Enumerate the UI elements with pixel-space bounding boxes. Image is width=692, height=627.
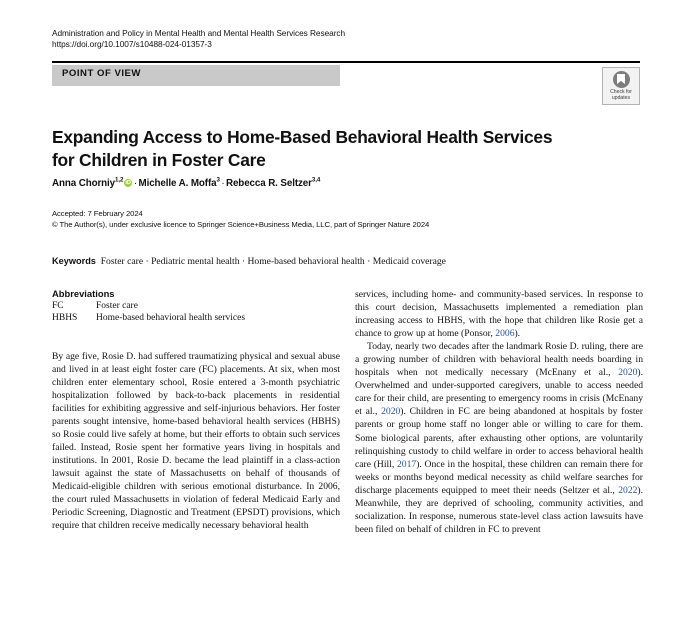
abbreviation-definition: Home-based behavioral health services [96,313,246,324]
abbreviation-row [52,312,340,324]
abbreviation-definition: Foster care [96,301,138,311]
citation-link[interactable]: 2022 [618,484,638,496]
copyright-line: © The Author(s), under exclusive licence to Springer Science+Business Media, LLC, part of Springer Nature 2024 [52,219,430,229]
paragraph-text: ). Overwhelmed and under-supported caregivers, unable to access needed care for their child, are presenting to emergency rooms in crisis (McEnany et al., [355,367,643,418]
journal-name: Administration and Policy in Mental Health and Mental Health Services Research [52,28,346,38]
publication-info [52,209,612,230]
author-affiliation-marker: 3 [216,176,220,184]
page-title: Expanding Access to Home-Based Behavioral Health Services for Children in Foster Care [52,126,553,171]
author-list [52,178,612,189]
keywords-line [52,255,642,268]
abbreviation-term: HBHS [52,313,78,324]
abbreviations-heading: Abbreviations [52,288,115,299]
citation-link[interactable]: 2020 [618,367,638,379]
crossmark-label-line2: updates [611,94,631,101]
author-affiliation-marker: 3,4 [311,176,321,184]
paragraph-text: ). Once in the hospital, these children can remain there for weeks or months beyond medical necessity as child welfare searches for discharge placements equipped to meet their needs (Seltzer et al., [355,458,643,496]
keywords-items: Foster care · Pediatric mental health · Home-based behavioral health · Medicaid coverage [100,256,446,267]
paragraph-text: ). [514,328,521,340]
author-affiliation-marker: 1,2 [115,176,124,184]
paragraph-text: Today, nearly two decades after the landmark Rosie D. ruling, there are a growing number of children with behavioral health needs boarding in hospitals when not medically necessary (McEnany et al., [355,341,643,379]
paragraph-text: ). Meanwhile, they are deprived of schooling, community activities, and socialization. In response, numerous state-level class action lawsuits have been filed on behalf of children in FC to prevent [355,484,643,535]
body-paragraph [355,340,643,536]
article-type-label: POINT OF VIEW [62,68,141,79]
orcid-icon[interactable] [124,179,133,188]
column-right [355,288,643,536]
citation-link[interactable]: 2020 [381,406,401,418]
crossmark-disc-icon [613,71,630,88]
crossmark-label-line1: Check for [610,88,632,95]
author-separator: · [221,178,225,189]
check-for-updates-badge[interactable] [602,67,640,105]
body-paragraph [355,288,643,340]
abbreviation-term: FC [52,301,64,311]
author-entry [139,178,220,189]
header-rule [52,61,640,63]
author-name: Anna Chorniy [52,178,116,189]
citation-link[interactable]: 2006 [495,328,515,340]
crossmark-label [610,89,632,101]
journal-header [52,28,612,51]
author-entry [52,178,132,189]
author-name: Rebecca R. Seltzer [225,178,312,189]
abbreviation-row [52,300,340,312]
paragraph-text: ). Children in FC are being abandoned at hospitals by foster parents or group home staff no longer able or willing to care for them. Some biological parents, after exhausting other options, are voluntarily relinquishing custody to child welfare in order to access behavioral health care (Hill, [355,406,643,470]
citation-link[interactable]: 2017 [397,458,417,470]
journal-doi[interactable]: https://doi.org/10.1007/s10488-024-01357-3 [52,39,212,50]
author-name: Michelle A. Moffa [138,178,217,189]
column-left [52,288,340,532]
accepted-date: Accepted: 7 February 2024 [52,209,143,218]
author-separator: · [133,178,138,189]
body-paragraph: By age five, Rosie D. had suffered traumatizing physical and sexual abuse and lived in at least eight foster care (FC) placements. At six, when most children enter elementary school, Rosie entered a 3-month psychiatric hospitalization followed by back-to-back placements in residential facilities for exhibiting aggressive and self-injurious behaviors. Her foster parents sought intensive, home-based behavioral health services (HBHS) so Rosie could live safely at home, but their efforts to obtain such services failed. Instead, Rosie spent her formative years living in hospitals and institutions. In 2001, Rosie D. became the lead plaintiff in a class-action lawsuit against the state of Massachusetts on behalf of thousands of Medicaid-eligible children with serious emotional disturbance. In 2006, the court ruled Massachusetts in violation of federal Medicaid Early and Periodic Screening, Diagnostic and Treatment (EPSDT) provisions, which require that children receive medically necessary behavioral health [52,350,340,532]
paragraph-text: services, including home- and community-based services. In response to this court decision, Massachusetts implemented a remediation plan increasing access to HBHS, with the hope that children like Rosie get a chance to grow up at home (Ponsor, [355,289,643,340]
author-entry [226,178,320,189]
keywords-label: Keywords [52,256,96,266]
